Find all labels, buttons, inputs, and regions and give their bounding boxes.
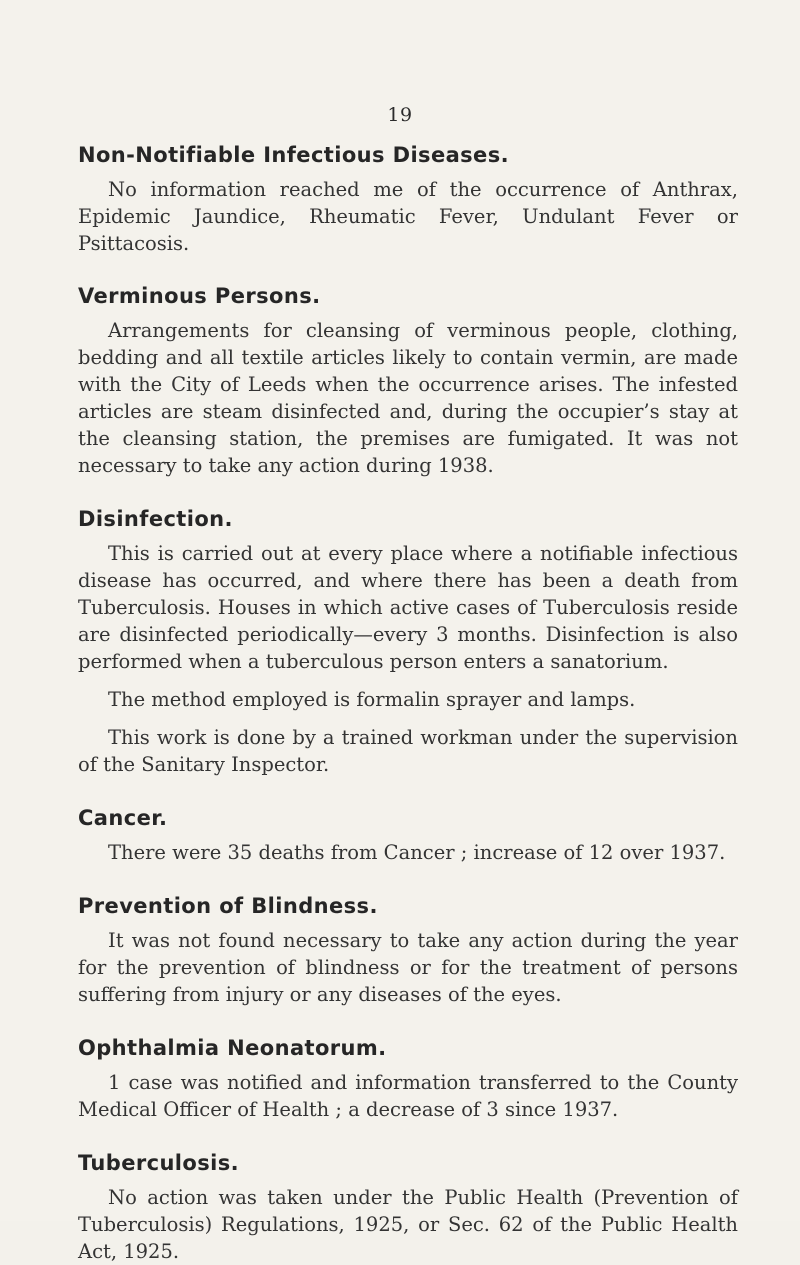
section-ophthalmia-neonatorum [78,1035,738,1123]
paragraph: No information reached me of the occurrence of Anthrax, Epidemic Jaundice, Rheumatic Fever, Undulant Fever or Psittacosis. [78,178,738,255]
section-heading: Non-Notifiable Infectious Diseases. [78,143,509,167]
section-non-notifiable [78,142,738,257]
paragraph: There were 35 deaths from Cancer ; increase of 12 over 1937. [108,841,726,864]
paragraph: This work is done by a trained workman under the supervision of the Sanitary Inspector. [78,726,738,776]
section-verminous-persons [78,283,738,479]
section-heading: Verminous Persons. [78,284,321,308]
paragraph: The method employed is formalin sprayer and lamps. [108,688,636,711]
document-body [78,142,738,1265]
section-tuberculosis [78,1150,738,1265]
section-heading: Disinfection. [78,507,233,531]
section-heading: Cancer. [78,806,168,830]
page-number: 19 [387,104,413,126]
paragraph: It was not found necessary to take any action during the year for the prevention of blindness or for the treatment of persons suffering from injury or any diseases of the eyes. [78,929,738,1006]
section-heading: Prevention of Blindness. [78,894,378,918]
section-disinfection [78,506,738,778]
paragraph: 1 case was notified and information transferred to the County Medical Officer of Health ; a decrease of 3 since 1937. [78,1071,738,1121]
paragraph: No action was taken under the Public Health (Prevention of Tuberculosis) Regulations, 1925, or Sec. 62 of the Public Health Act, 1925. [78,1186,738,1263]
section-prevention-of-blindness [78,893,738,1008]
section-cancer [78,805,738,866]
section-heading: Tuberculosis. [78,1151,239,1175]
section-heading: Ophthalmia Neonatorum. [78,1036,387,1060]
paragraph: This is carried out at every place where a notifiable infectious disease has occurred, and where there has been a death from Tuberculosis. Houses in which active cases of Tuberculosis reside are disinfected periodically—every 3 months. Disinfection is also performed when a tuberculous person enters a sanatorium. [78,542,738,673]
paragraph: Arrangements for cleansing of verminous people, clothing, bedding and all textile articles likely to contain vermin, are made with the City of Leeds when the occurrence arises. The infested articles are steam disinfected and, during the occupier’s stay at the cleansing station, the premises are fumigated. It was not necessary to take any action during 1938. [78,319,738,477]
